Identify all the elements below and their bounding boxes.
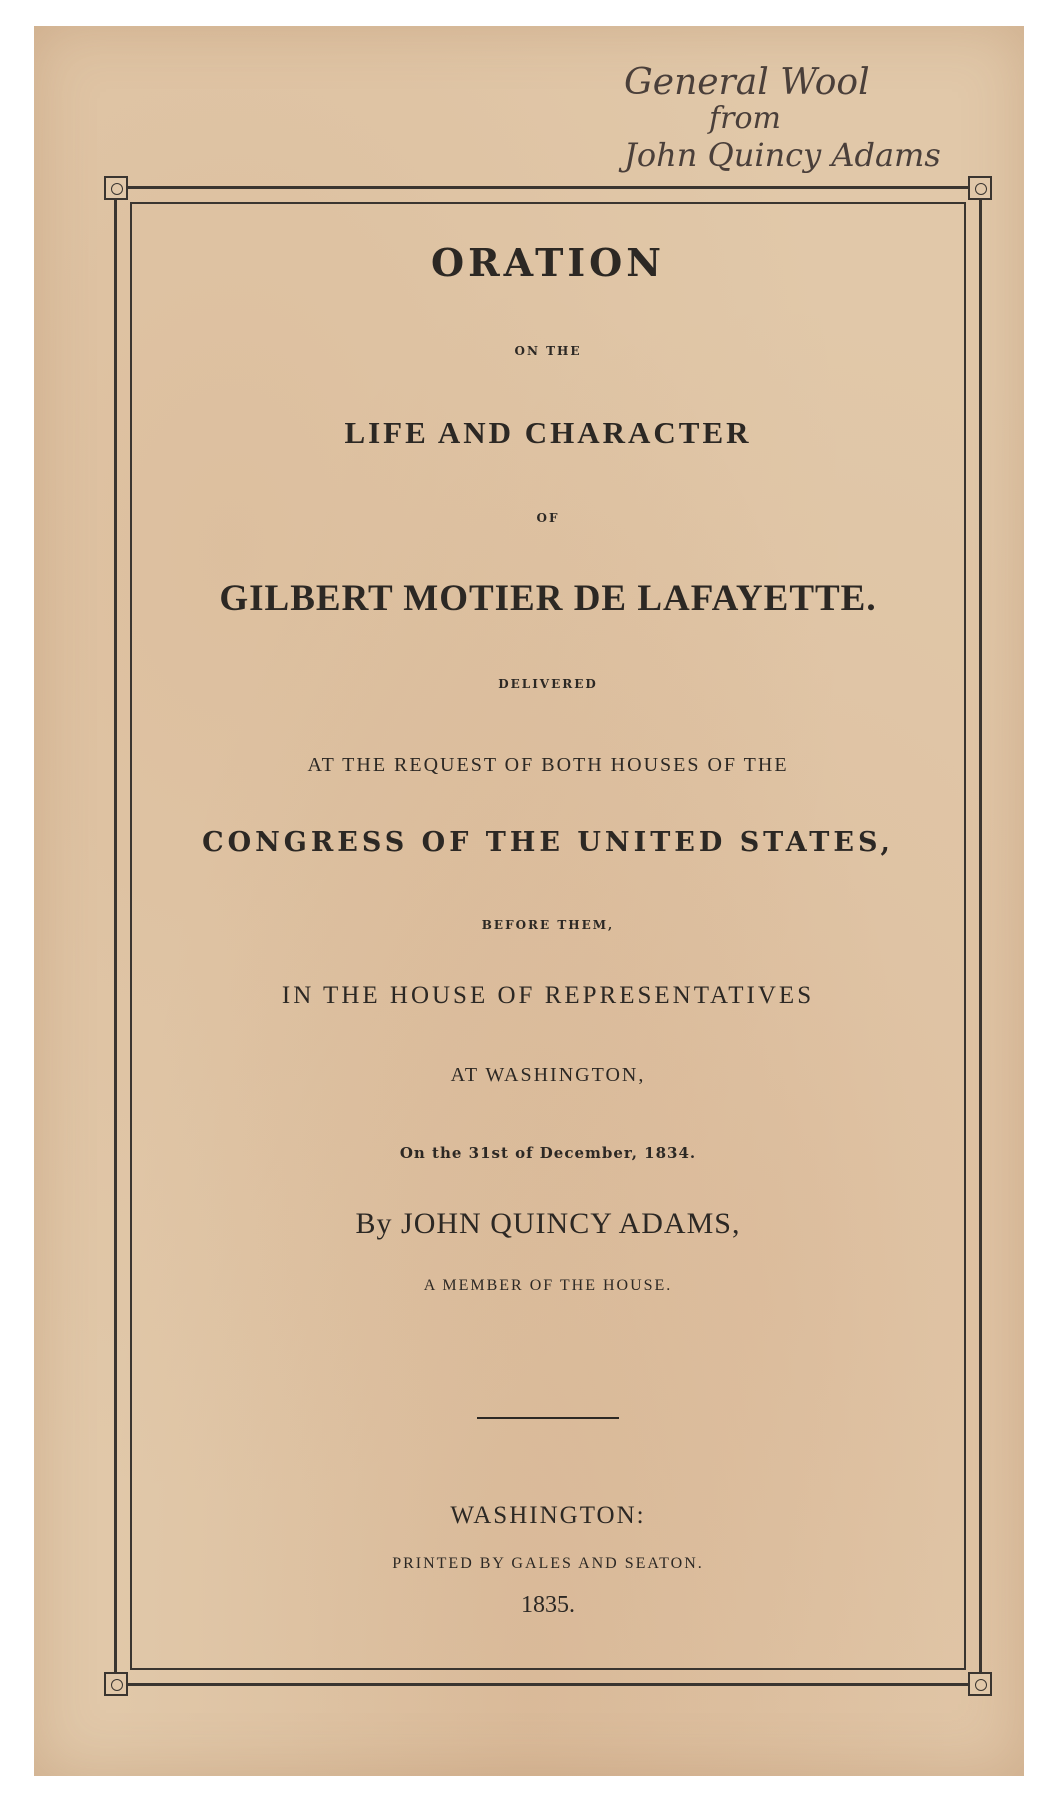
date-line: On the 31st of December, 1834. <box>399 1144 697 1162</box>
connector-of: OF <box>536 511 560 525</box>
delivered-label: DELIVERED <box>498 677 598 691</box>
connector-on-the: ON THE <box>514 344 582 358</box>
request-line: AT THE REQUEST OF BOTH HOUSES OF THE <box>307 754 789 776</box>
location-line: AT WASHINGTON, <box>450 1064 646 1086</box>
congress-line: CONGRESS OF THE UNITED STATES, <box>202 827 894 858</box>
corner-ornament <box>104 176 128 200</box>
corner-ornament <box>968 176 992 200</box>
subject-line: LIFE AND CHARACTER <box>344 415 752 450</box>
corner-ornament <box>104 1672 128 1696</box>
inscription-line-2: from <box>709 101 781 136</box>
author-byline: By JOHN QUINCY ADAMS, <box>355 1207 741 1240</box>
inscription-line-1: General Wool <box>624 62 870 103</box>
imprint-printer: PRINTED BY GALES AND SEATON. <box>392 1555 704 1572</box>
handwritten-inscription <box>604 56 1024 176</box>
imprint-year: 1835. <box>521 1592 575 1618</box>
house-line: IN THE HOUSE OF REPRESENTATIVES <box>281 982 815 1009</box>
corner-ornament <box>968 1672 992 1696</box>
author-description: A MEMBER OF THE HOUSE. <box>423 1277 673 1294</box>
title-page-sheet <box>34 26 1024 1776</box>
inscription-line-3: John Quincy Adams <box>624 136 941 174</box>
title-heading: ORATION <box>431 240 665 285</box>
before-them-label: BEFORE THEM, <box>481 918 615 932</box>
divider-rule <box>477 1417 619 1419</box>
imprint-city: WASHINGTON: <box>450 1502 646 1529</box>
subject-name: GILBERT MOTIER DE LAFAYETTE. <box>219 578 877 619</box>
